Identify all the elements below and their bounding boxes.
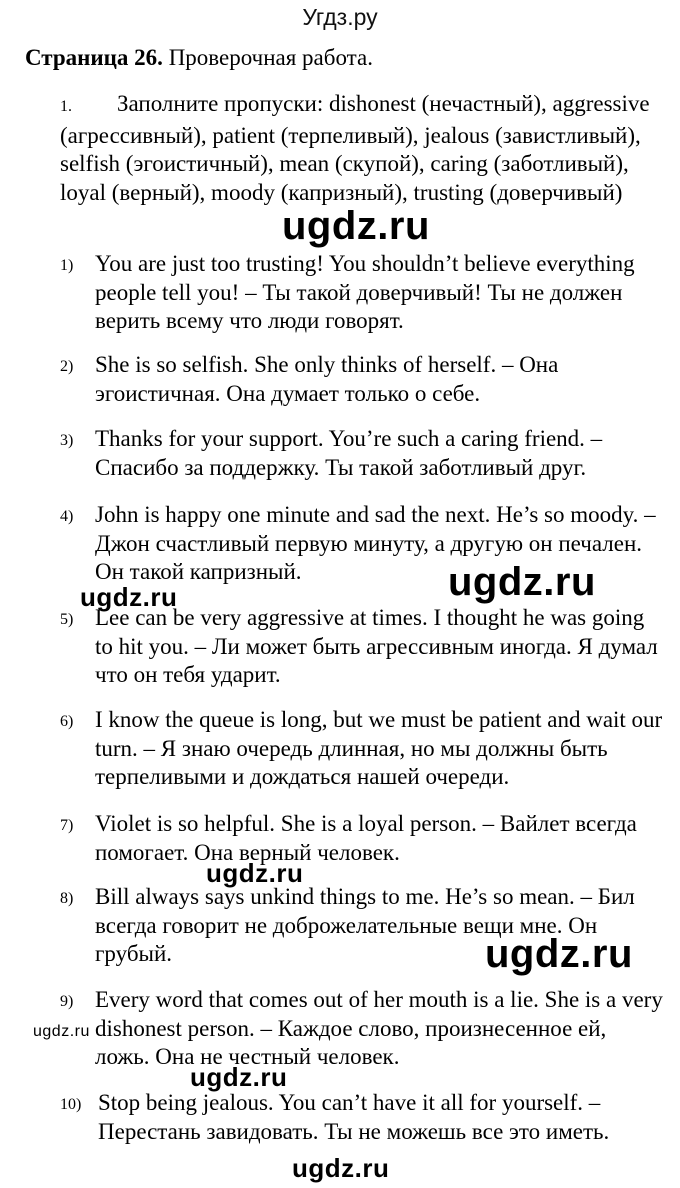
watermark: ugdz.ru bbox=[190, 1062, 288, 1092]
page-heading bbox=[25, 44, 373, 72]
answer-number: 10) bbox=[60, 1096, 82, 1113]
answer-number: 6) bbox=[60, 713, 74, 730]
answer-number: 5) bbox=[60, 611, 74, 628]
answer-number: 3) bbox=[60, 432, 74, 449]
answer-item bbox=[60, 250, 665, 336]
task-instruction bbox=[60, 90, 658, 207]
answer-item bbox=[60, 351, 665, 408]
answer-text: Lee can be very aggressive at times. I thought he was going to hit you. – Ли может быть агрессивным иногда. Я думал что он тебя ударит. bbox=[95, 605, 658, 687]
answer-text: Stop being jealous. You can’t have it all for yourself. – Перестань завидовать. Ты не можешь все это иметь. bbox=[98, 1090, 610, 1144]
answer-text: I know the queue is long, but we must be patient and wait our turn. – Я знаю очередь длинная, но мы должны быть терпеливыми и дождаться нашей очереди. bbox=[95, 707, 663, 789]
page-title: Проверочная работа. bbox=[168, 45, 373, 70]
answer-number: 1) bbox=[60, 257, 74, 274]
answer-number: 9) bbox=[60, 993, 74, 1010]
answer-item bbox=[60, 425, 665, 482]
watermark: ugdz.ru bbox=[80, 582, 178, 612]
answer-text: Bill always says unkind things to me. He’s so mean. – Бил всегда говорит не доброжелательные вещи мне. Он грубый. bbox=[95, 884, 635, 966]
answer-text: Every word that comes out of her mouth is a lie. She is a very dishonest person. – Каждое слово, произнесенное ей, ложь. Она не честный человек. bbox=[95, 987, 663, 1069]
answer-number: 2) bbox=[60, 358, 74, 375]
task-number: 1. bbox=[60, 98, 72, 115]
watermark: ugdz.ru bbox=[33, 1023, 90, 1040]
answer-number: 4) bbox=[60, 508, 74, 525]
page-label: Страница 26. bbox=[25, 45, 163, 70]
answer-item bbox=[60, 986, 665, 1072]
watermark: ugdz.ru bbox=[485, 932, 633, 976]
answer-item bbox=[60, 810, 665, 867]
watermark: ugdz.ru bbox=[448, 560, 596, 604]
answer-item bbox=[60, 706, 665, 792]
answer-text: You are just too trusting! You shouldn’t believe everything people tell you! – Ты такой доверчивый! Ты не должен верить всему что люди говорят. bbox=[95, 251, 635, 333]
answer-text: Thanks for your support. You’re such a caring friend. – Спасибо за поддержку. Ты такой заботливый друг. bbox=[95, 426, 603, 480]
task-text: Заполните пропуски: dishonest (нечастный), aggressive (агрессивный), patient (терпеливый), jealous (завистливый), selfish (эгоистичный), mean (скупой), caring (заботливый), loyal (верный), moody (капризный), trusting (доверчивый) bbox=[60, 91, 650, 205]
footer-watermark: ugdz.ru bbox=[292, 1153, 390, 1183]
answer-number: 8) bbox=[60, 890, 74, 907]
answer-text: Violet is so helpful. She is a loyal person. – Вайлет всегда помогает. Она верный человек. bbox=[95, 811, 637, 865]
answer-text: She is so selfish. She only thinks of herself. – Она эгоистичная. Она думает только о себе. bbox=[95, 352, 559, 406]
answer-item bbox=[60, 604, 665, 690]
answer-text: John is happy one minute and sad the next. He’s so moody. – Джон счастливый первую минуту, а другую он печален. Он такой капризный. bbox=[95, 502, 656, 584]
answer-item bbox=[60, 1089, 665, 1146]
watermark: ugdz.ru bbox=[206, 858, 304, 888]
site-header: Угдз.ру bbox=[302, 4, 378, 30]
answer-number: 7) bbox=[60, 817, 74, 834]
watermark: ugdz.ru bbox=[282, 204, 430, 248]
